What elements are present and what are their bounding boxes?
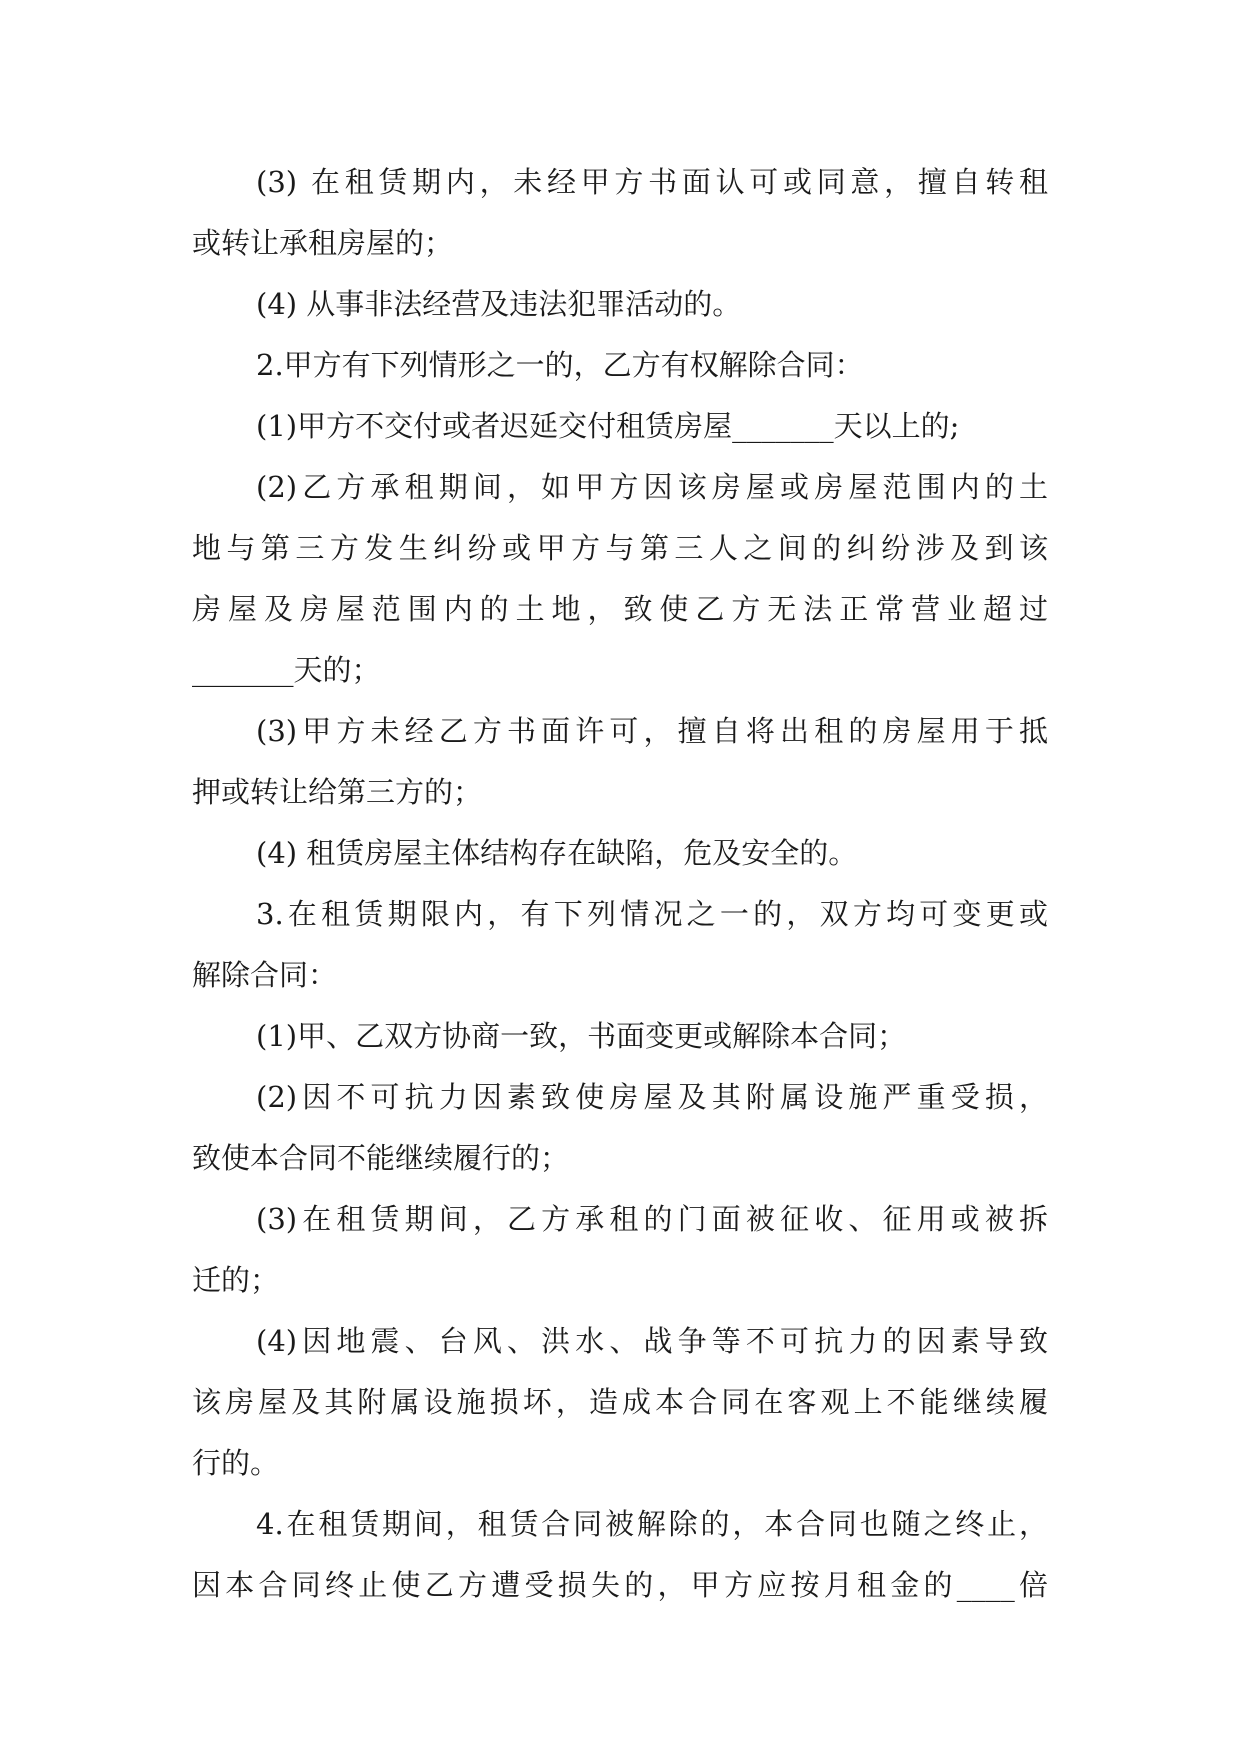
text-line: _______天的；	[192, 653, 381, 687]
text-line: 或转让承租房屋的；	[192, 226, 454, 260]
text-line: (2)乙方承租期间，如甲方因该房屋或房屋范围内的土	[256, 470, 1048, 504]
text-line: 解除合同：	[192, 958, 338, 992]
text-line: 迁的；	[192, 1263, 280, 1297]
text-line: (4) 从事非法经营及违法犯罪活动的。	[256, 287, 742, 321]
text-line: (1)甲方不交付或者迟延交付租赁房屋_______天以上的;	[256, 409, 960, 443]
text-line: (3)甲方未经乙方书面许可，擅自将出租的房屋用于抵	[256, 714, 1048, 748]
text-line: 2.甲方有下列情形之一的，乙方有权解除合同：	[256, 348, 864, 382]
text-line: 因本合同终止使乙方遭受损失的，甲方应按月租金的____倍	[192, 1568, 1048, 1602]
text-line: 致使本合同不能继续履行的；	[192, 1141, 570, 1175]
text-line: (3) 在租赁期内，未经甲方书面认可或同意，擅自转租	[256, 165, 1048, 199]
text-line: (4) 租赁房屋主体结构存在缺陷，危及安全的。	[256, 836, 858, 870]
text-line: 押或转让给第三方的；	[192, 775, 483, 809]
text-line: 行的。	[192, 1446, 280, 1480]
text-line: (3)在租赁期间，乙方承租的门面被征收、征用或被拆	[256, 1202, 1048, 1236]
document-body	[192, 152, 1048, 1616]
text-line: 房屋及房屋范围内的土地，致使乙方无法正常营业超过	[192, 592, 1048, 626]
text-line: 地与第三方发生纠纷或甲方与第三人之间的纠纷涉及到该	[192, 531, 1048, 565]
text-line: 3.在租赁期限内，有下列情况之一的，双方均可变更或	[256, 897, 1048, 931]
text-line: (4)因地震、台风、洪水、战争等不可抗力的因素导致	[256, 1324, 1048, 1358]
text-line: 4.在租赁期间，租赁合同被解除的，本合同也随之终止，	[256, 1507, 1048, 1541]
text-line: (1)甲、乙双方协商一致，书面变更或解除本合同；	[256, 1019, 907, 1053]
text-line: 该房屋及其附属设施损坏，造成本合同在客观上不能继续履	[192, 1385, 1048, 1419]
text-line: (2)因不可抗力因素致使房屋及其附属设施严重受损，	[256, 1080, 1048, 1114]
